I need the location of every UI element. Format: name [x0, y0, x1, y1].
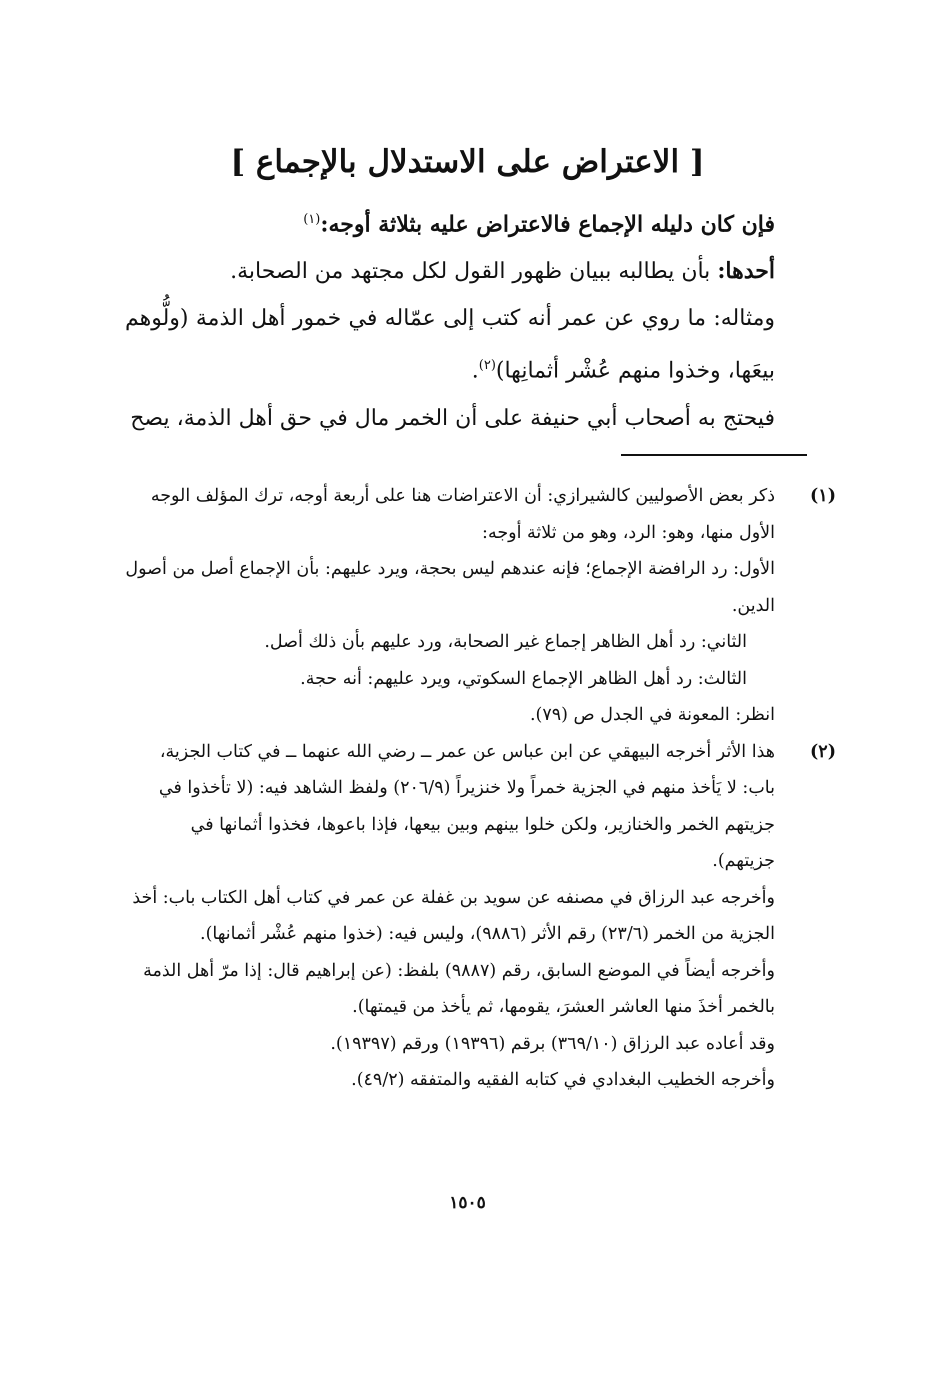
paragraph-first-objection	[125, 248, 775, 295]
first-objection-text: بأن يطالبه ببيان ظهور القول لكل مجتهد من الصحابة.	[230, 259, 718, 285]
footnote-1-line: الثالث: رد أهل الظاهر الإجماع السكوتي، ويرد عليهم: أنه حجة.	[300, 668, 747, 689]
footnote-2	[125, 734, 836, 1099]
footnote-2-line: وقد أعاده عبد الرزاق (٣٦٩/١٠) برقم (١٩٣٩٦) ورقم (١٩٣٩٧).	[330, 1033, 775, 1054]
footnote-2-line: وأخرجه الخطيب البغدادي في كتابه الفقيه والمتفقه (٤٩/٢).	[351, 1070, 775, 1090]
footnote-1	[125, 478, 836, 734]
footnote-1-number: (١)	[810, 486, 836, 506]
intro-text: فإن كان دليله الإجماع فالاعتراض عليه بثلاثة أوجه:	[320, 211, 775, 238]
footnote-2-line: وأخرجه عبد الرزاق في مصنفه عن سويد بن غفلة عن عمر في كتاب أهل الكتاب باب: أخذ الجزية من الخمر (٢٣/٦) رقم الأثر (٩٨٨٦)، وليس فيه: (خذوا منهم عُشْر أثمانها).	[132, 887, 775, 944]
paragraph-intro	[125, 196, 775, 248]
example-text: ومثاله: ما روي عن عمر أنه كتب إلى عمّاله في خمور أهل الذمة (ولُّوهم بيعَها، وخذوا منهم عُشْر أثمانِها)	[125, 306, 775, 384]
example-end: .	[471, 358, 479, 384]
section-title: [ الاعتراض على الاستدلال بالإجماع ]	[230, 144, 705, 180]
paragraph-argument: فيحتج به أصحاب أبي حنيفة على أن الخمر مال في حق أهل الذمة، يصح	[130, 405, 775, 431]
page-number: ١٥٠٥	[449, 1193, 486, 1213]
footnote-ref-2[interactable]: (٢)	[478, 358, 496, 374]
main-text	[125, 196, 775, 442]
footnote-2-line: هذا الأثر أخرجه البيهقي عن ابن عباس عن عمر ــ رضي الله عنهما ــ في كتاب الجزية، باب: لا يَأخذ منهم في الجزية خمراً ولا خنزيراً (٢٠٦/٩) ولفظ الشاهد فيه: (لا تأخذوا في جزيتهم الخمر والخنازير، ولكن خلوا بينهم وبين بيعها، فإذا باعوها، فخذوا أثمانها في جزيتهم).	[158, 741, 775, 871]
footnote-1-line: الثاني: رد أهل الظاهر إجماع غير الصحابة، ورد عليهم بأن ذلك أصل.	[264, 632, 747, 652]
first-objection-lead: أحدها:	[717, 258, 775, 285]
footnote-2-number: (٢)	[810, 741, 836, 762]
footnote-ref-1[interactable]: (١)	[303, 212, 321, 227]
footnotes	[125, 478, 836, 1099]
footnote-separator	[621, 454, 807, 456]
footnote-1-line: انظر: المعونة في الجدل ص (٧٩).	[529, 705, 775, 725]
footnote-1-line: الأول: رد الرافضة الإجماع؛ فإنه عندهم ليس بحجة، ويرد عليهم: بأن الإجماع أصل من أصول الدين.	[125, 559, 775, 616]
footnote-2-line: وأخرجه أيضاً في الموضع السابق، رقم (٩٨٨٧) بلفظ: (عن إبراهيم قال: إذا مرّ أهل الذمة بالخمر أخذَ منها العاشر العشرَ، يقومها، ثم يأخذ من قيمتها).	[143, 960, 775, 1017]
footnote-1-line: ذكر بعض الأصوليين كالشيرازي: أن الاعتراضات هنا على أربعة أوجه، ترك المؤلف الوجه الأول منها، وهو: الرد، وهو من ثلاثة أوجه:	[150, 486, 775, 543]
paragraph-example	[125, 295, 775, 394]
